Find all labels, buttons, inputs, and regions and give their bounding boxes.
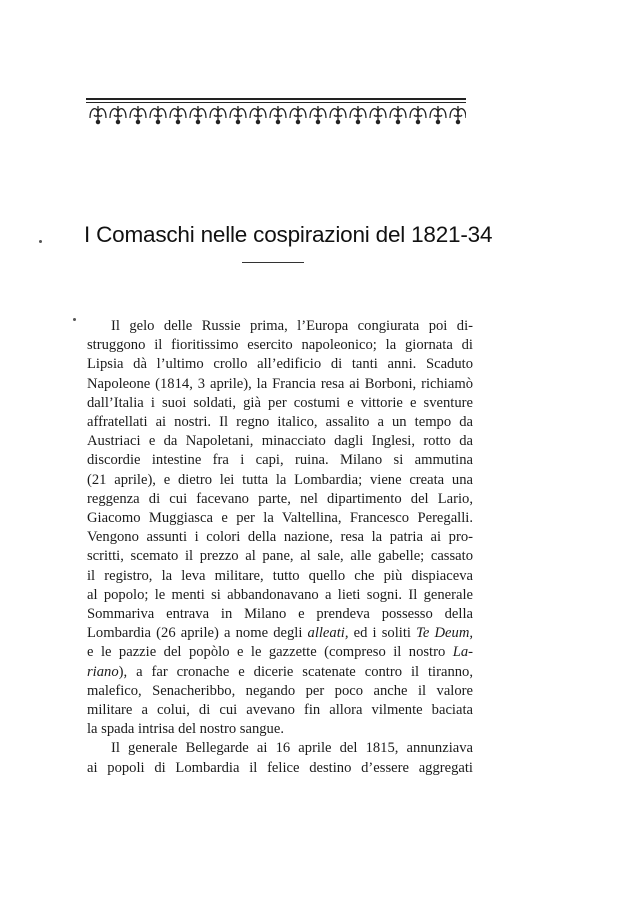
text-line: Il gelo delle Russie prima, l’Europa congiurata poi di- [111, 318, 473, 334]
text-line: affratellati ai nostri. Il regno italico, assalito a un tempo da [87, 414, 473, 431]
text-line: e le pazzie del popòlo e le gazzette (compreso il nostro La- [87, 644, 473, 661]
text-line: struggono il fioritissimo esercito napoleonico; la giornata di [87, 337, 473, 354]
paragraph-1 [87, 317, 473, 739]
text-line: scritti, scemato il prezzo al pane, al sale, alle gabelle; cassato [87, 548, 473, 565]
text-line: riano), a far cronache e dicerie scatenate contro il tiranno, [87, 663, 473, 680]
body-text [87, 317, 473, 778]
text-line: (21 aprile), e dietro lei tutta la Lombardia; viene creata una [87, 471, 473, 488]
text-line: al popolo; le menti si abbandonavano a lieti sogni. Il generale [87, 586, 473, 603]
header-ornament-border [86, 96, 466, 126]
text-line: dall’Italia i suoi soldati, già per costumi e vittorie e sventure [87, 394, 473, 411]
text-line: il registro, la leva militare, tutto quello che più dispiaceva [87, 567, 473, 584]
ornament-icon [86, 96, 466, 126]
text-line: Austriaci e da Napoletani, minacciato dagli Inglesi, rotto da [87, 433, 473, 450]
text-line: reggenza di cui facevano parte, nel dipartimento del Lario, [87, 490, 473, 507]
scan-speck [39, 240, 42, 243]
text-line: Giacomo Muggiasca e per la Valtellina, Francesco Peregalli. [87, 510, 473, 527]
text-line: ai popoli di Lombardia il felice destino d’essere aggregati [87, 759, 473, 776]
text-line: Il generale Bellegarde ai 16 aprile del 1815, annunziava [111, 740, 473, 757]
text-line: Vengono assunti i colori della nazione, resa la patria ai pro- [87, 529, 473, 546]
text-line: Lipsia dà l’ultimo crollo all’edificio di tanti anni. Scaduto [87, 356, 473, 373]
paragraph-2 [87, 739, 473, 777]
text-line: discordie intestine fra i capi, ruina. Milano si ammutina [87, 452, 473, 469]
scan-speck [73, 318, 76, 321]
text-line: Lombardia (26 aprile) a nome degli alleati, ed i soliti Te Deum, [87, 625, 474, 642]
text-line: la spada intrisa del nostro sangue. [87, 721, 284, 738]
title-divider [242, 262, 304, 263]
page-title: I Comaschi nelle cospirazioni del 1821-34 [84, 222, 493, 247]
text-line: malefico, Senacheribbo, negando per poco anche il valore [87, 682, 473, 699]
text-line: Napoleone (1814, 3 aprile), la Francia resa ai Borboni, richiamò [87, 375, 473, 392]
text-line: Sommariva entrava in Milano e prendeva possesso della [87, 606, 473, 623]
text-line: militare a colui, di cui avevano fin allora vilmente baciata [87, 702, 473, 719]
